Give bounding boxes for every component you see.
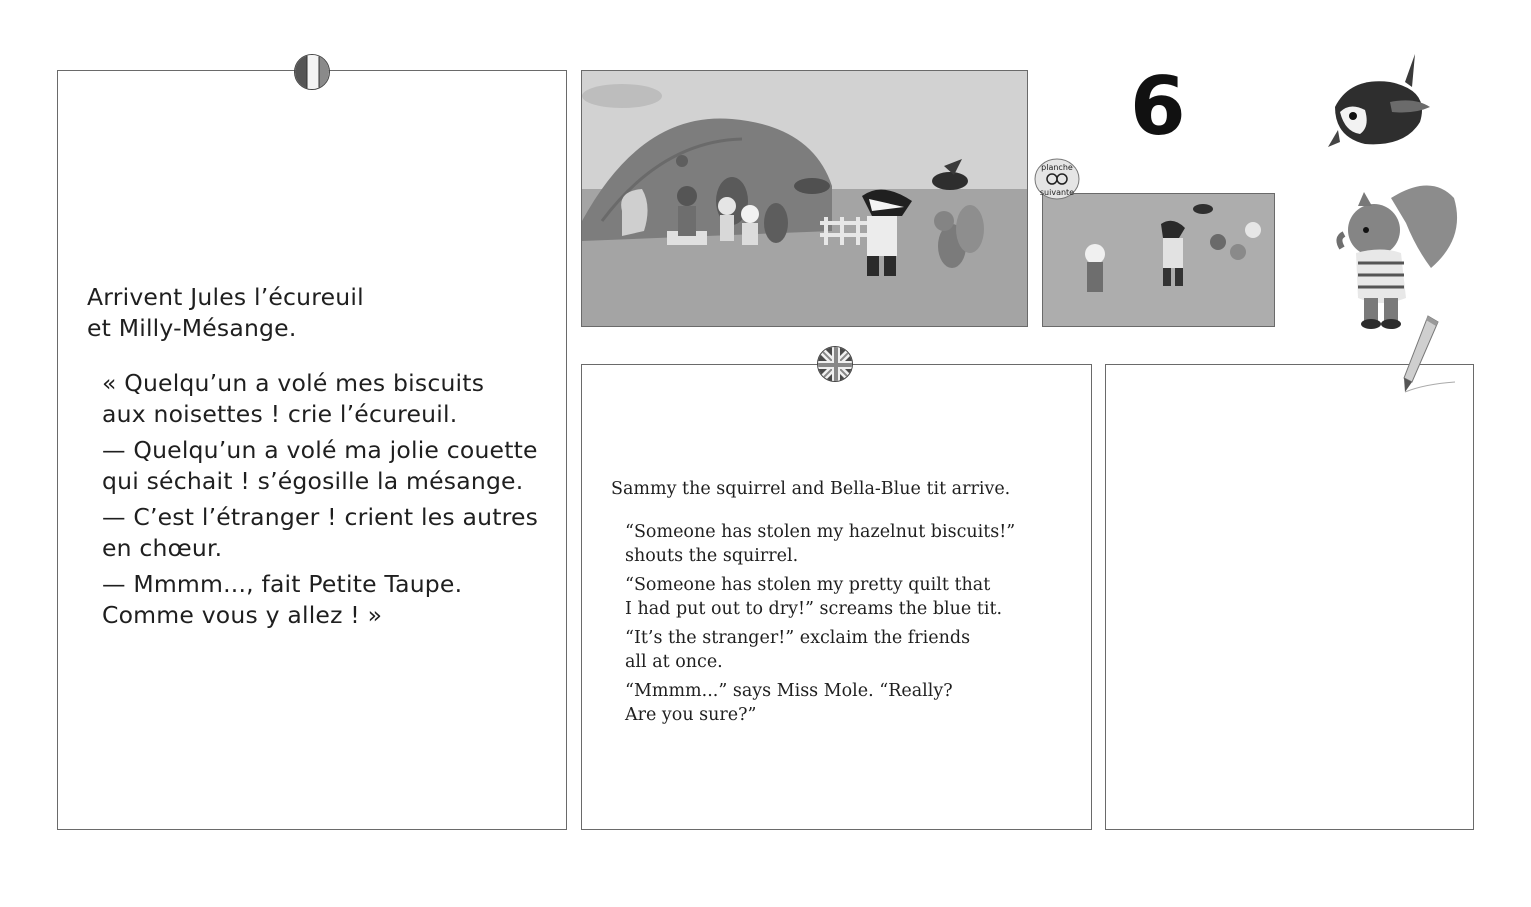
french-dialog-line: — Quelqu’un a volé ma jolie couette qui séchait ! s’égosille la mésange. (102, 436, 538, 495)
story-illustration (581, 70, 1028, 327)
french-intro-line: et Milly-Mésange. (87, 314, 297, 342)
page-number: 6 (1130, 60, 1186, 153)
english-intro: Sammy the squirrel and Bella-Blue tit arrive. (611, 479, 1011, 499)
badge-text: suivante (1039, 188, 1075, 197)
badge-text: planche (1041, 163, 1073, 172)
french-intro-line: Arrivent Jules l’écureuil (87, 283, 364, 311)
next-plate-badge[interactable] (1033, 157, 1081, 201)
english-story-text (611, 477, 1081, 732)
france-flag-icon (294, 54, 330, 90)
english-dialog-line: “Mmmm...” says Miss Mole. “Really? Are you sure?” (625, 681, 953, 725)
squirrel-illustration (1336, 178, 1461, 330)
pencil-icon (1400, 312, 1460, 394)
french-dialog-line: — C’est l’étranger ! crient les autres en chœur. (102, 503, 539, 562)
english-dialog-line: “Someone has stolen my hazelnut biscuits!” shouts the squirrel. (625, 522, 1016, 566)
english-dialog (611, 520, 1081, 727)
french-intro (87, 282, 557, 344)
french-dialog-line: « Quelqu’un a volé mes biscuits aux noisettes ! crie l’écureuil. (102, 369, 485, 428)
next-plate-preview (1042, 193, 1275, 327)
french-dialog (87, 368, 557, 631)
uk-flag-icon (817, 346, 853, 382)
english-dialog-line: “It’s the stranger!” exclaim the friends all at once. (625, 628, 971, 672)
english-dialog-line: “Someone has stolen my pretty quilt that I had put out to dry!” screams the blue tit. (625, 575, 1003, 619)
french-dialog-line: — Mmmm..., fait Petite Taupe. Comme vous y allez ! » (102, 570, 463, 629)
french-story-text (87, 282, 557, 636)
blue-tit-illustration (1320, 52, 1440, 152)
notes-panel[interactable] (1105, 364, 1474, 830)
